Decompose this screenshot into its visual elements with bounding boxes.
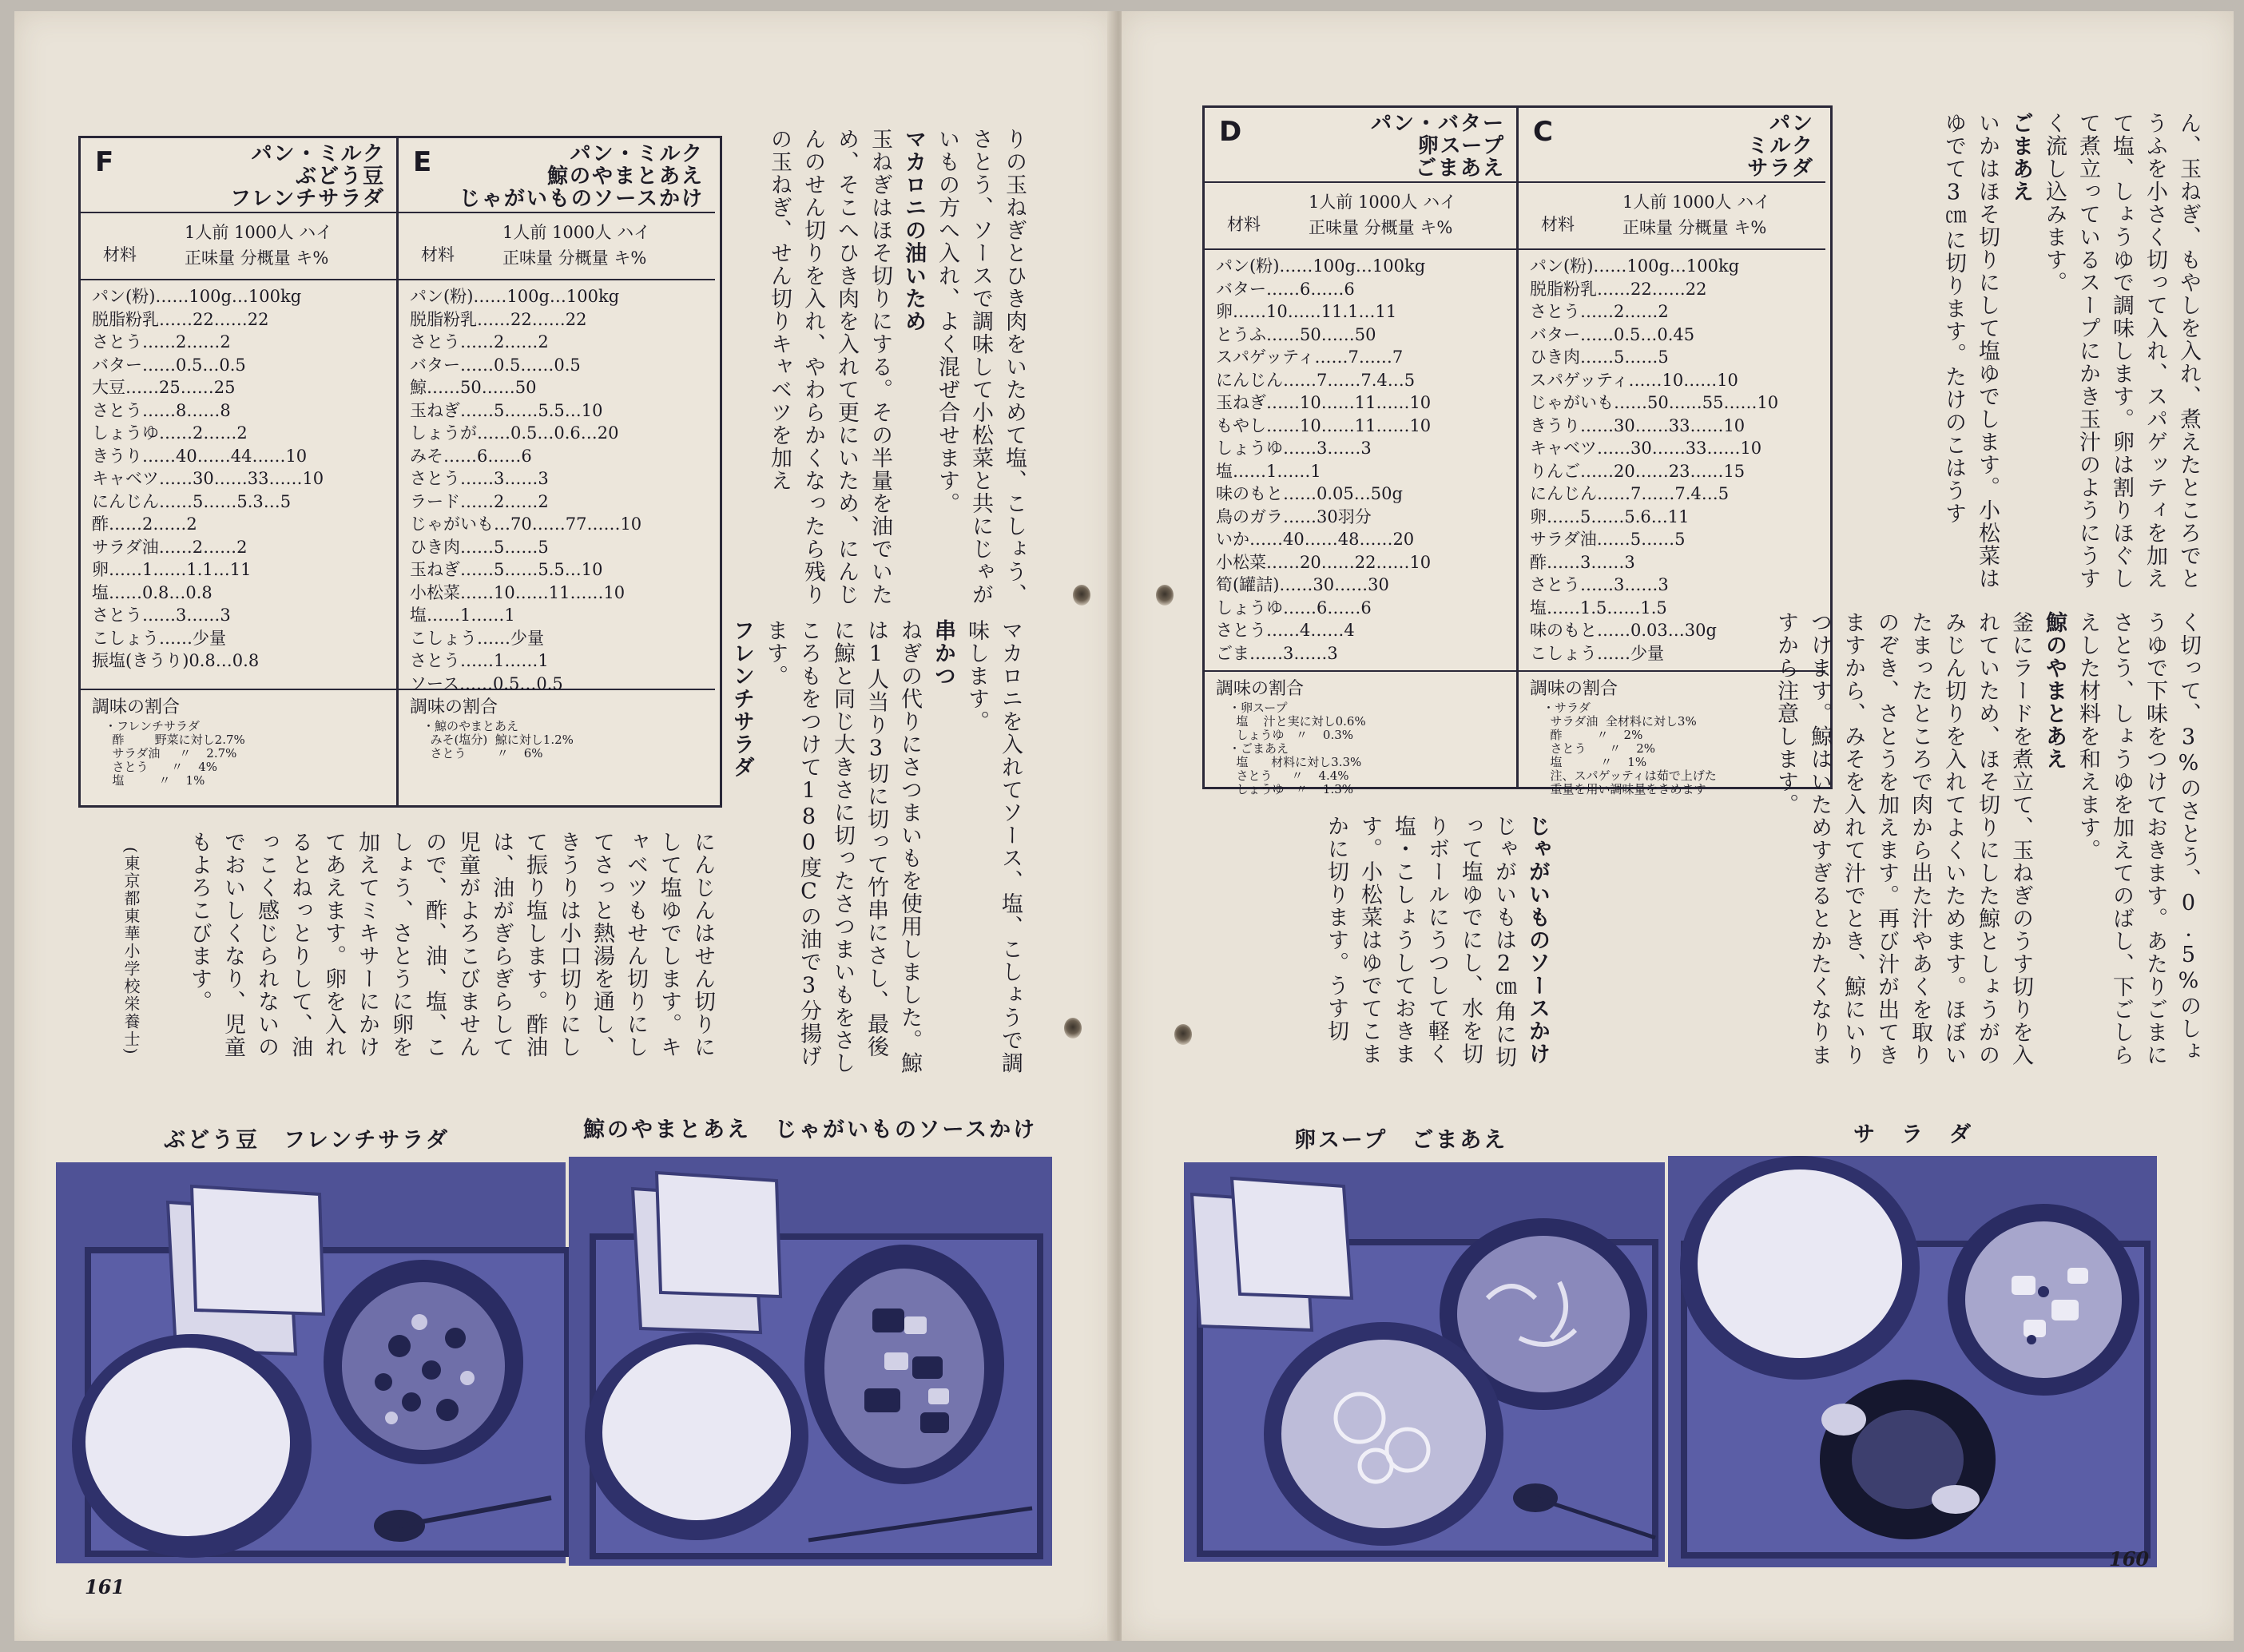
ingredient-row: パン(粉)……100g…100kg bbox=[410, 287, 620, 306]
ingredient-row: ごま……3……3 bbox=[1216, 643, 1338, 663]
ingredient-row: 筍(罐詰)……30……30 bbox=[1216, 575, 1389, 594]
ingredient-row: 塩……1.5……1.5 bbox=[1530, 598, 1667, 618]
ingredient-row: ひき肉……5……5 bbox=[1530, 347, 1669, 367]
recipe-F bbox=[81, 138, 396, 805]
recipe-letter: F bbox=[95, 146, 114, 178]
ingredient-row: バター……6……6 bbox=[1216, 279, 1355, 299]
lunch-tray-photo bbox=[1668, 1156, 2157, 1567]
ingredient-row: 大豆……25……25 bbox=[92, 378, 236, 397]
ingredient-row: しょうが……0.5…0.6…20 bbox=[410, 423, 619, 443]
photo-kujira-yamatoae bbox=[569, 1157, 1052, 1566]
ingredient-row: キャベツ……30……33……10 bbox=[1530, 439, 1762, 458]
binding-hole bbox=[1064, 1018, 1082, 1038]
photo-salad bbox=[1668, 1156, 2157, 1567]
author-credit: (東京都東華小学校栄養士) bbox=[121, 847, 141, 1056]
menu-title: パン・ミルク 鯨のやまとあえ じゃがいものソースかけ bbox=[459, 142, 704, 211]
recipe-header bbox=[1205, 108, 1516, 183]
section-heading: ごまあえ bbox=[2008, 112, 2033, 203]
ingredient-row: パン(粉)……100g…100kg bbox=[92, 287, 302, 306]
ingredient-row: バター……0.5…0.5 bbox=[92, 355, 246, 375]
body-text-upper-right: ん、玉ねぎ、もやしを入れ、煮えたところでとうふを小さく切って入れ、スパゲッティを加えて塩、しょうゆで調味します。卵は割りほぐして煮立っているスープにかき玉汁のようにうすく流し込みます。 ごまあえ いかはほそ切りにして塩ゆでします。小松菜はゆでて3㎝に切ります。たけのこはうす bbox=[1941, 112, 2201, 590]
ingredient-list bbox=[1519, 250, 1825, 670]
recipe-letter: D bbox=[1219, 116, 1242, 148]
ingredient-row: 脱脂粉乳……22……22 bbox=[410, 309, 587, 329]
section-heading: フレンチサラダ bbox=[729, 619, 754, 779]
ingredient-row: 玉ねぎ……5……5.5…10 bbox=[410, 560, 603, 579]
ingredient-row: 味のもと……0.05…50g bbox=[1216, 484, 1403, 503]
body-text-lower-left-b: にんじんはせん切りにして塩ゆでします。キャベツもせん切りにしてさっと熱湯を通し、きうりは小口切りにして振り塩します。酢油は、油がぎらぎらして児童がよろこびませんので、酢、油、塩、こしょう、さとうに卵を加えてミキサーにかけてあえます。卵を入れるとねっとりして、油っこく感じられないのでおいしくなり、児童もよろこびます。 bbox=[187, 831, 715, 1058]
body-text-lower-left-a: マカロニを入れてソース、塩、こしょうで調味します。 串かつ ねぎの代りにさつまいもを使用しました。鯨は1人当り3切に切って竹串にさし、最後に鯨と同じ大きさに切ったさつまいもをさしころもをつけて180度Cの油で3分揚げます。 フレンチサラダ bbox=[729, 619, 1023, 1074]
column-header: 材料 1人前 1000人 ハイ 正味量 分概量 キ% bbox=[1519, 183, 1825, 250]
ingredient-row: こしょう……少量 bbox=[92, 628, 226, 648]
ingredient-row: さとう……2……2 bbox=[410, 332, 549, 351]
ingredient-row: 酢……3……3 bbox=[1530, 552, 1635, 572]
seasoning-ratio: 調味の割合 ・卵スープ 塩 汁と実に対し0.6% しょうゆ 〃 0.3% ・ごまあえ 塩 材料に対し3.3% さとう 〃 4.4% しょうゆ 〃 1.3% bbox=[1205, 670, 1516, 790]
photo-tamago-soup-gomaae bbox=[1184, 1162, 1665, 1562]
recipe-header bbox=[1519, 108, 1825, 183]
photo-caption: 卵スープ ごまあえ bbox=[1294, 1128, 1508, 1153]
column-header: 材料 1人前 1000人 ハイ 正味量 分概量 キ% bbox=[1205, 183, 1516, 250]
ingredient-row: じゃがいも……50……55……10 bbox=[1530, 393, 1779, 412]
ingredient-row: きうり……40……44……10 bbox=[92, 446, 308, 466]
section-heading: 鯨のやまとあえ bbox=[2042, 611, 2067, 771]
body-text-mid-right: く切って、3%のさとう、0.5%のしょうゆで下味をつけておきます。あたりごまにさとう、しょうゆを加えてのばし、下ごしらえした材料を和えます。 鯨のやまとあえ 釜にラードを煮立て、玉ねぎのうす切りを入れていため、ほそ切りにした鯨としょうがのみじん切りを入れてよくいためます。ほぼいたまったところで肉から出た汁やあくを取りのぞき、さとうを加えます。再び汁が出てきますから、みそを入れて汁でとき、鯨にいりつけます。鯨はいためすぎるとかたくなりますから注意します。 bbox=[1773, 611, 2201, 1066]
ingredient-row: しょうゆ……6……6 bbox=[1216, 598, 1372, 618]
recipe-header bbox=[81, 138, 396, 213]
ingredient-row: みそ……6……6 bbox=[410, 446, 532, 466]
lunch-tray-photo bbox=[1184, 1162, 1665, 1562]
ingredient-row: スパゲッティ……10……10 bbox=[1530, 370, 1738, 390]
recipe-header bbox=[399, 138, 715, 213]
ingredient-row: 小松菜……20……22……10 bbox=[1216, 552, 1432, 572]
ingredient-row: じゃがいも…70……77……10 bbox=[410, 514, 642, 534]
menu-title: パン・バター 卵スープ ごまあえ bbox=[1370, 112, 1505, 181]
ingredient-row: しょうゆ……3……3 bbox=[1216, 439, 1372, 458]
section-heading: 串かつ bbox=[931, 619, 955, 688]
page-number: 160 bbox=[2109, 1547, 2150, 1571]
recipe-E bbox=[396, 138, 715, 805]
ingredient-row: りんご……20……23……15 bbox=[1530, 461, 1746, 481]
recipe-letter: C bbox=[1533, 116, 1553, 148]
ingredient-row: 脱脂粉乳……22……22 bbox=[92, 309, 269, 329]
ingredient-row: さとう……2……2 bbox=[92, 332, 231, 351]
ingredient-row: ひき肉……5……5 bbox=[410, 537, 549, 557]
ingredient-row: 塩……0.8…0.8 bbox=[92, 582, 212, 602]
photo-caption: サ ラ ダ bbox=[1853, 1122, 1973, 1147]
body-text-upper-left: りの玉ねぎとひき肉をいためて塩、こしょう、さとう、ソースで調味して小松菜と共にじゃがいもの方へ入れ、よく混ぜ合せます。 マカロニの油いため 玉ねぎはほそ切りにする。その半量を油でいため、そこへひき肉を入れて更にいため、にんじんのせん切りを入れ、やわらかくなったら残りの玉ねぎ、せん切りキャベツを加え bbox=[767, 128, 1027, 606]
ingredient-row: にんじん……5……5.3…5 bbox=[92, 491, 292, 511]
ingredient-row: さとう……3……3 bbox=[92, 606, 231, 625]
recipe-D bbox=[1205, 108, 1516, 796]
ingredient-row: さとう……4……4 bbox=[1216, 621, 1355, 640]
seasoning-ratio: 調味の割合 ・サラダ サラダ油 全材料に対し3% 酢 〃 2% さとう 〃 2% 塩 〃 1% 注、スパゲッティは茹で上げた 重量を用い調味量をきめます bbox=[1519, 670, 1825, 790]
ingredient-row: もやし……10……11……10 bbox=[1216, 415, 1432, 435]
ingredient-row: 酢……2……2 bbox=[92, 514, 197, 534]
binding-hole bbox=[1156, 585, 1174, 606]
ingredient-row: いか……40……48……20 bbox=[1216, 530, 1415, 549]
body-text-lower-right: じゃがいものソースかけ じゃがいもは2㎝角に切って塩ゆでにし、水を切りボールにうつして軽く塩・こしょうしておきます。小松菜はゆでてこまかに切ります。うす切 bbox=[1324, 815, 1550, 1069]
photo-caption: ぶどう豆 フレンチサラダ bbox=[164, 1128, 450, 1153]
ingredient-row: 振塩(きうり)0.8…0.8 bbox=[92, 651, 260, 670]
ingredient-row: 玉ねぎ……5……5.5…10 bbox=[410, 400, 603, 420]
ingredient-row: 小松菜……10……11……10 bbox=[410, 582, 626, 602]
ingredient-row: 塩……1……1 bbox=[1216, 461, 1321, 481]
ingredient-row: 鳥のガラ……30羽分 bbox=[1216, 506, 1372, 526]
seasoning-ratio: 調味の割合 ・鯨のやまとあえ みそ(塩分) 鯨に対し1.2% さとう 〃 6% bbox=[399, 689, 715, 808]
ingredient-row: パン(粉)……100g…100kg bbox=[1530, 256, 1740, 276]
seasoning-ratio: 調味の割合 ・フレンチサラダ 酢 野菜に対し2.7% サラダ油 〃 2.7% さとう 〃 4% 塩 〃 1% bbox=[81, 689, 396, 808]
ingredient-row: さとう……3……3 bbox=[1530, 575, 1669, 594]
column-header: 材料 1人前 1000人 ハイ 正味量 分概量 キ% bbox=[81, 213, 396, 280]
page-number: 161 bbox=[85, 1575, 125, 1598]
ingredient-row: キャベツ……30……33……10 bbox=[92, 469, 324, 488]
ingredient-row: サラダ油……2……2 bbox=[92, 537, 248, 557]
menu-title: パン ミルク サラダ bbox=[1747, 112, 1814, 181]
ingredient-row: こしょう……少量 bbox=[410, 628, 544, 648]
ingredient-row: バター……0.5……0.5 bbox=[410, 355, 581, 375]
ingredient-row: 塩……1……1 bbox=[410, 606, 515, 625]
ingredient-row: きうり……30……33……10 bbox=[1530, 415, 1746, 435]
ingredient-row: 鯨……50……50 bbox=[410, 378, 537, 397]
section-heading: マカロニの油いため bbox=[901, 128, 926, 333]
ingredient-row: さとう……3……3 bbox=[410, 469, 549, 488]
menu-title: パン・ミルク ぶどう豆 フレンチサラダ bbox=[229, 142, 385, 211]
binding-hole bbox=[1073, 585, 1090, 606]
ingredient-row: バター……0.5…0.45 bbox=[1530, 324, 1695, 344]
ingredient-row: ソース……0.5…0.5 bbox=[410, 673, 563, 693]
ingredient-row: とうふ……50……50 bbox=[1216, 324, 1376, 344]
ingredient-row: パン(粉)……100g…100kg bbox=[1216, 256, 1426, 276]
ingredient-row: にんじん……7……7.4…5 bbox=[1530, 484, 1730, 503]
ingredient-row: サラダ油……5……5 bbox=[1530, 530, 1686, 549]
ingredient-row: ラード……2……2 bbox=[410, 491, 549, 511]
binding-hole bbox=[1174, 1024, 1192, 1045]
ingredient-row: にんじん……7……7.4…5 bbox=[1216, 370, 1416, 390]
ingredient-list bbox=[1205, 250, 1516, 670]
ingredient-row: さとう……1……1 bbox=[410, 651, 549, 670]
column-header: 材料 1人前 1000人 ハイ 正味量 分概量 キ% bbox=[399, 213, 715, 280]
ingredient-row: こしょう……少量 bbox=[1530, 643, 1664, 663]
recipe-table-left bbox=[78, 136, 722, 808]
ingredient-row: 卵……1……1.1…11 bbox=[92, 560, 252, 579]
lunch-tray-photo bbox=[56, 1162, 566, 1563]
ingredient-row: スパゲッティ……7……7 bbox=[1216, 347, 1404, 367]
ingredient-row: さとう……2……2 bbox=[1530, 302, 1669, 321]
ingredient-row: 玉ねぎ……10……11……10 bbox=[1216, 393, 1432, 412]
photo-caption: 鯨のやまとあえ じゃがいものソースかけ bbox=[583, 1118, 1038, 1142]
ingredient-row: 卵……5……5.6…11 bbox=[1530, 506, 1690, 526]
ingredient-row: 卵……10……11.1…11 bbox=[1216, 302, 1397, 321]
section-heading: じゃがいものソースかけ bbox=[1525, 815, 1550, 1066]
ingredient-row: しょうゆ……2……2 bbox=[92, 423, 248, 443]
photo-budomame-french-salad bbox=[56, 1162, 566, 1563]
ingredient-list bbox=[399, 280, 715, 693]
ingredient-list bbox=[81, 280, 396, 689]
lunch-tray-photo bbox=[569, 1157, 1052, 1566]
recipe-letter: E bbox=[413, 146, 432, 178]
ingredient-row: 味のもと……0.03…30g bbox=[1530, 621, 1717, 640]
ingredient-row: さとう……8……8 bbox=[92, 400, 231, 420]
ingredient-row: 脱脂粉乳……22……22 bbox=[1530, 279, 1707, 299]
